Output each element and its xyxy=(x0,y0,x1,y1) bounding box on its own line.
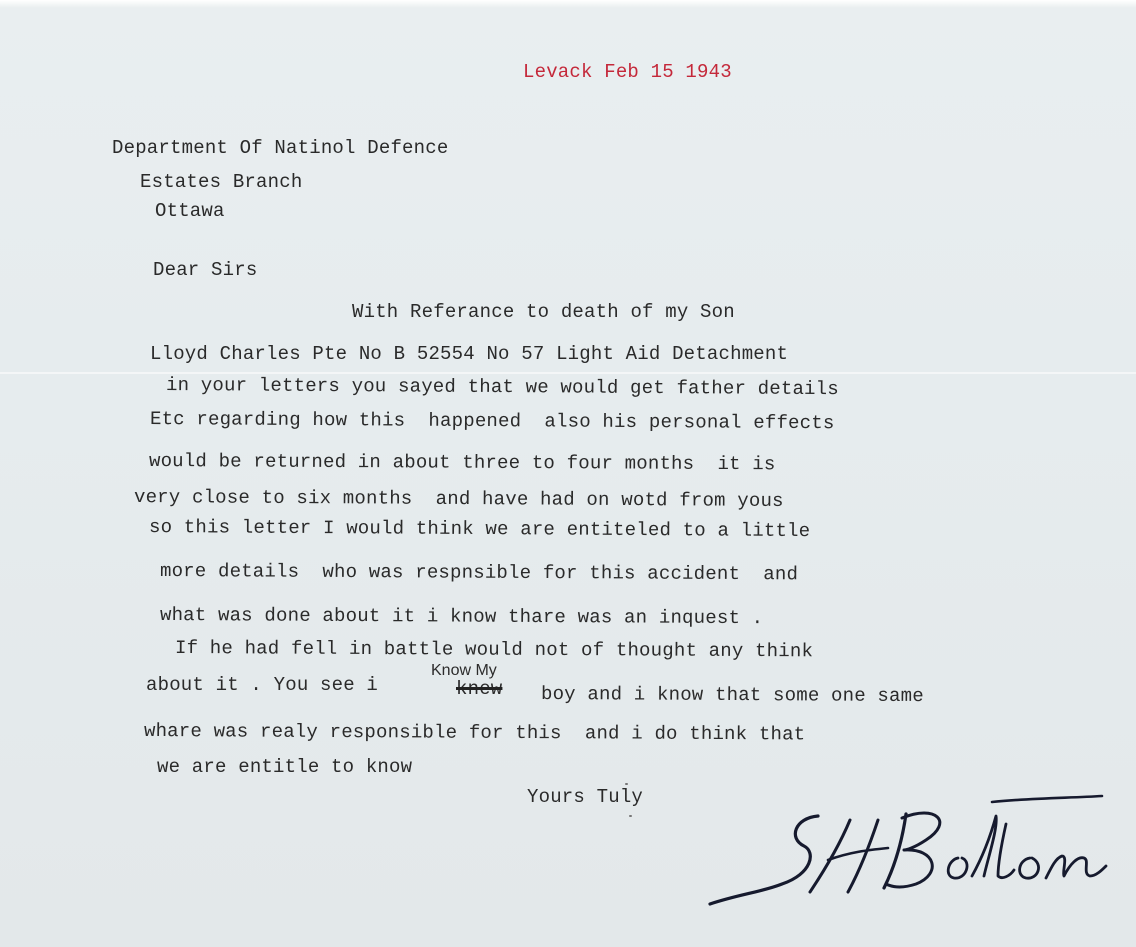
dateline: Levack Feb 15 1943 xyxy=(523,61,732,83)
address-line-branch: Estates Branch xyxy=(140,171,303,193)
body-line: we are entitle to know xyxy=(157,756,413,778)
body-line: would be returned in about three to four months it is xyxy=(148,450,776,476)
salutation: Dear Sirs xyxy=(153,259,258,281)
body-line: whare was realy responsible for this and i do think that xyxy=(143,720,806,746)
ink-speck xyxy=(629,815,632,817)
closing-start: Yours T xyxy=(527,786,609,808)
body-line: about it . You see i xyxy=(146,674,379,696)
inserted-correction: Know My xyxy=(431,662,497,679)
paper-top-edge xyxy=(0,0,1136,8)
closing xyxy=(527,786,643,808)
body-line: Etc regarding how this happened also his personal effects xyxy=(149,408,835,435)
body-line: very close to six months and have had on wotd from yous xyxy=(133,486,784,512)
body-line: what was done about it i know thare was an inquest . xyxy=(159,604,764,630)
closing-end: uly xyxy=(608,786,644,808)
body-line: boy and i know that some one same xyxy=(540,683,924,708)
body-line: more details who was respnsible for this accident and xyxy=(159,560,799,586)
body-line: so this letter I would think we are entiteled to a little xyxy=(148,516,811,543)
body-line: If he had fell in battle would not of thought any think xyxy=(174,637,814,663)
address-line-city: Ottawa xyxy=(155,200,225,222)
handwritten-signature xyxy=(700,780,1120,920)
ink-speck xyxy=(625,783,628,785)
body-line: Lloyd Charles Pte No B 52554 No 57 Light Aid Detachment xyxy=(150,343,789,365)
body-line: With Referance to death of my Son xyxy=(352,301,735,323)
struck-out-word: knew xyxy=(456,678,503,700)
body-line: in your letters you sayed that we would get father details xyxy=(165,374,839,401)
address-line-department: Department Of Natinol Defence xyxy=(112,137,449,159)
